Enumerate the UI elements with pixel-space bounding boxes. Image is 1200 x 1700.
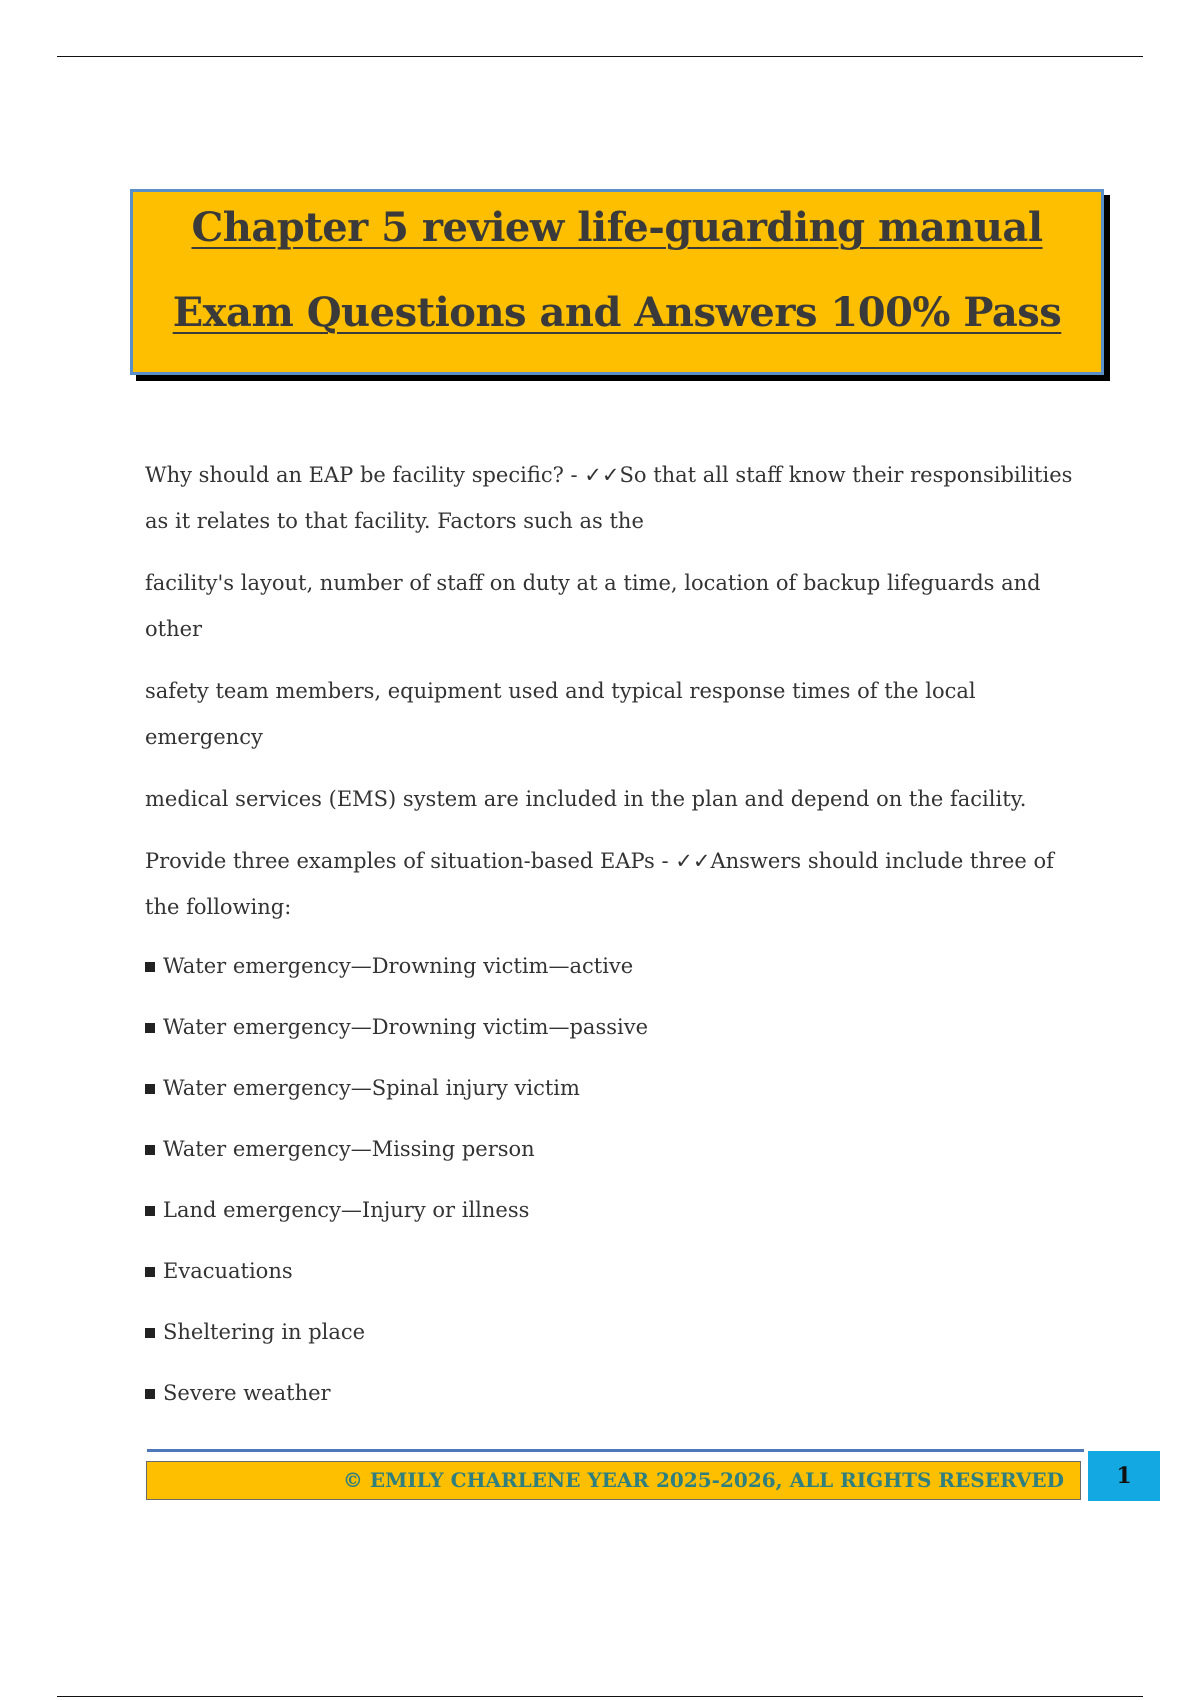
footer-rule (147, 1449, 1084, 1452)
document-body (145, 452, 1085, 1434)
square-bullet-icon (145, 1023, 155, 1033)
list-item-text: Sheltering in place (163, 1320, 366, 1344)
title-banner (130, 189, 1104, 375)
paragraph: medical services (EMS) system are included in the plan and depend on the facility. (145, 787, 1027, 811)
square-bullet-icon (145, 1389, 155, 1399)
square-bullet-icon (145, 1267, 155, 1277)
list-item-text: Water emergency—Missing person (163, 1137, 535, 1161)
list-item (145, 1190, 1085, 1251)
bottom-rule (57, 1696, 1143, 1697)
list-item (145, 1068, 1085, 1129)
list-item-text: Land emergency—Injury or illness (163, 1198, 530, 1222)
paragraph: Why should an EAP be facility specific? - ✓✓So that all staff know their responsibilities as it relates to that facility. Factors such as the (145, 463, 1073, 533)
square-bullet-icon (145, 1206, 155, 1216)
list-item (145, 946, 1085, 1007)
title-line-2: Exam Questions and Answers 100% Pass (172, 289, 1062, 336)
list-item-text: Water emergency—Drowning victim—active (163, 954, 634, 978)
paragraph: safety team members, equipment used and typical response times of the local emergency (145, 679, 976, 749)
list-item-text: Evacuations (163, 1259, 293, 1283)
list-item-text: Water emergency—Drowning victim—passive (163, 1015, 648, 1039)
paragraph: facility's layout, number of staff on duty at a time, location of backup lifeguards and other (145, 571, 1041, 641)
list-item-text: Water emergency—Spinal injury victim (163, 1076, 580, 1100)
square-bullet-icon (145, 1084, 155, 1094)
square-bullet-icon (145, 1328, 155, 1338)
square-bullet-icon (145, 1145, 155, 1155)
page-number: 1 (1088, 1451, 1160, 1501)
footer-copyright: © EMILY CHARLENE YEAR 2025-2026, ALL RIGHTS RESERVED (146, 1461, 1081, 1500)
square-bullet-icon (145, 962, 155, 972)
list-item (145, 1251, 1085, 1312)
list-item (145, 1007, 1085, 1068)
top-rule (57, 56, 1143, 57)
list-item (145, 1373, 1085, 1434)
title-box (130, 189, 1104, 375)
paragraph: Provide three examples of situation-based EAPs - ✓✓Answers should include three of the following: (145, 849, 1054, 919)
title-line-1: Chapter 5 review life-guarding manual (191, 204, 1043, 251)
list-item-text: Severe weather (163, 1381, 331, 1405)
list-item (145, 1312, 1085, 1373)
list-item (145, 1129, 1085, 1190)
